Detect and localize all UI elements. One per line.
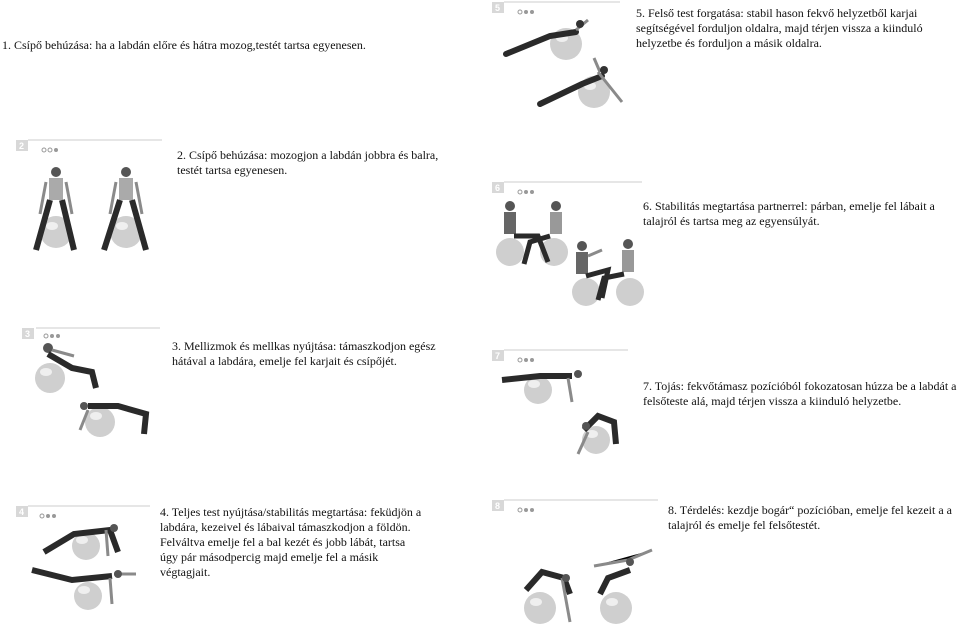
exercise-3-text: 3. Mellizmok és mellkas nyújtása: támaszkodjon egész hátával a labdára, emelje fel karjait és csípőjét.: [172, 339, 436, 368]
svg-text:5: 5: [495, 3, 501, 13]
exercise-5-text: 5. Felső test forgatása: stabil hason fekvő helyzetből karjai segítségével forduljon oldalra, majd térjen vissza a kiinduló helyzetbe és forduljon a másik oldalra.: [636, 6, 923, 50]
exercise-8-text: 8. Térdelés: kezdje bogár“ pozícióban, emelje fel kezeit a a talajról és emelje fel felsőtestét.: [668, 503, 952, 532]
svg-text:4: 4: [19, 507, 25, 517]
svg-text:3: 3: [25, 329, 31, 339]
exercise-6-text: 6. Stabilitás megtartása partnerrel: párban, emelje fel lábait a talajról és tartsa meg az egyensúlyát.: [643, 199, 935, 228]
exercise-2-text: 2. Csípő behúzása: mozogjon a labdán jobbra és balra, testét tartsa egyenesen.: [177, 148, 439, 177]
svg-text:2: 2: [19, 141, 25, 151]
exercise-5-illustration: [490, 0, 630, 120]
exercise-6-illustration: [490, 180, 645, 308]
svg-text:6: 6: [495, 183, 501, 193]
exercise-2-illustration: [14, 138, 164, 262]
exercise-1-text: 1. Csípő behúzása: ha a labdán előre és hátra mozog,testét tartsa egyenesen.: [2, 38, 366, 52]
exercise-8-illustration: [490, 498, 660, 630]
exercise-3-illustration: [22, 326, 164, 442]
exercise-4-text: 4. Teljes test nyújtása/stabilitás megtartása: feküdjön a labdára, kezeivel és lábaival támaszkodjon a földön. Felváltva emelje fel a bal kezét és jobb lábát, tartsa úgy pár másodpercig majd emelje fel a másik végtagjait.: [160, 505, 422, 579]
svg-text:7: 7: [495, 351, 501, 361]
exercise-7-illustration: [490, 348, 632, 460]
svg-text:8: 8: [495, 501, 501, 511]
exercise-4-illustration: [14, 504, 154, 620]
exercise-7-text: 7. Tojás: fekvőtámasz pozícióból fokozatosan húzza be a labdát a felsőteste alá, majd térjen vissza a kiinduló helyzetbe.: [643, 379, 957, 408]
